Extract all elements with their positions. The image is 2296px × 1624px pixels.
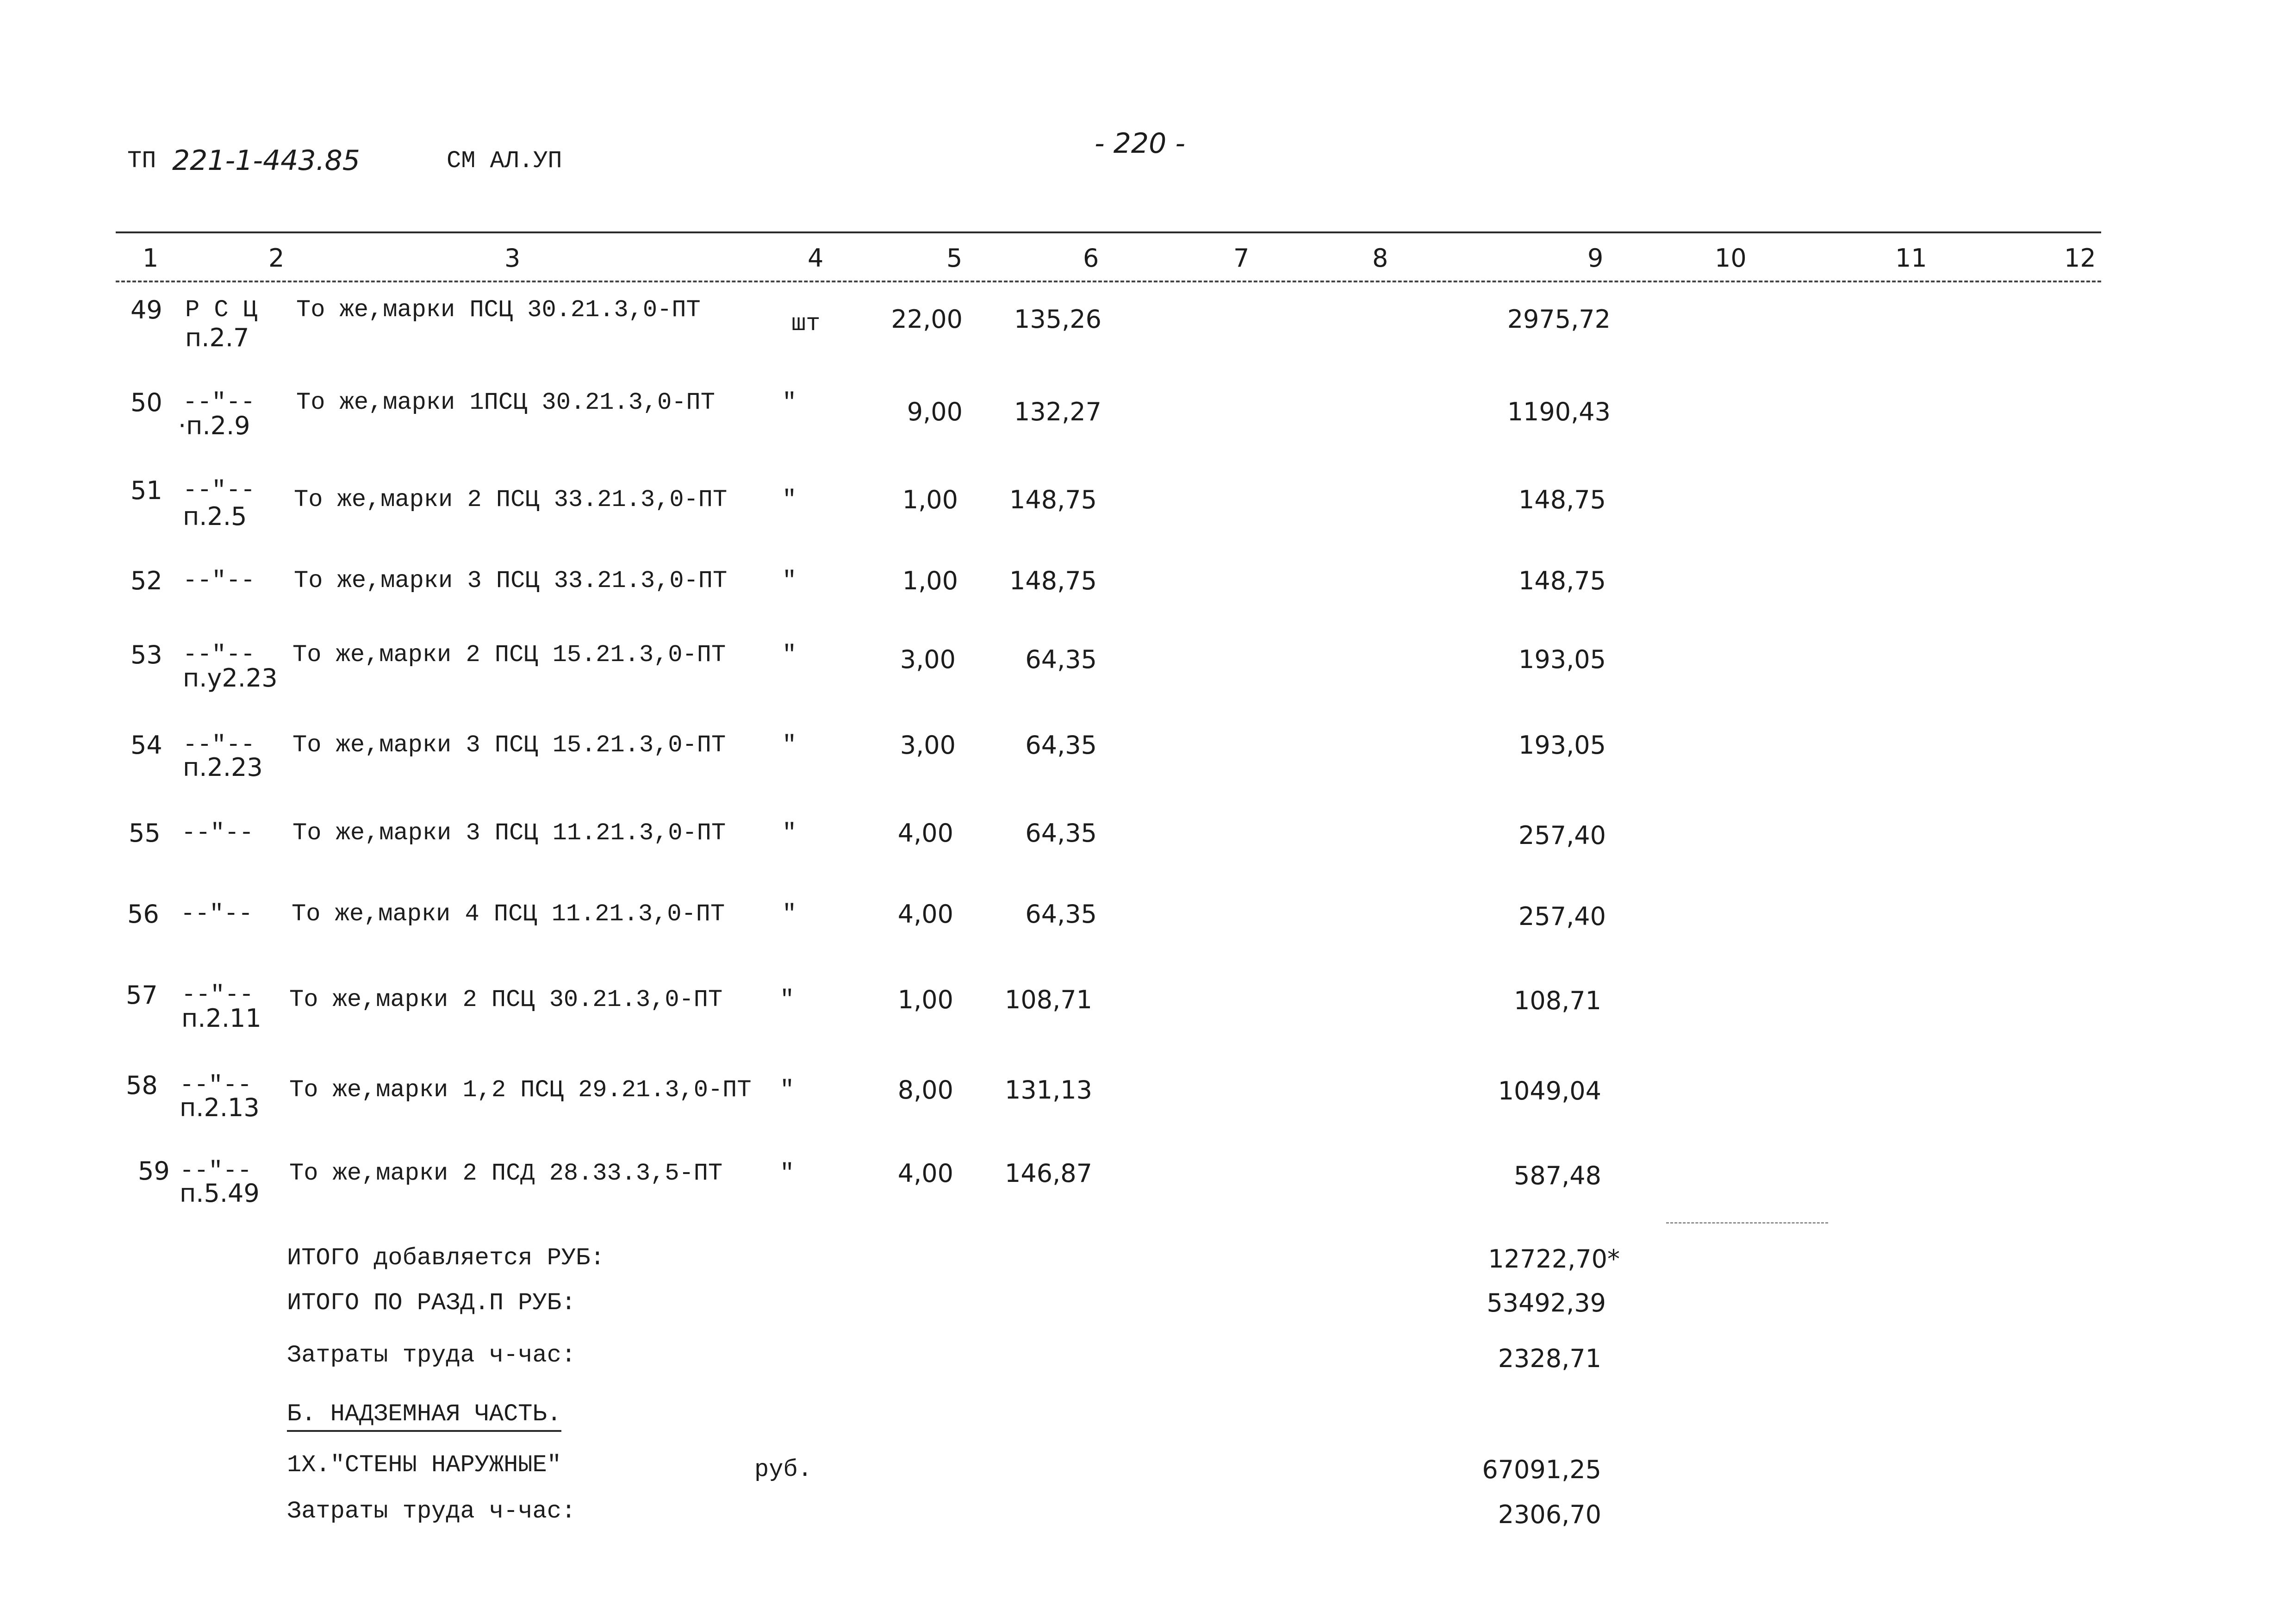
row-unit-price: 64,35 bbox=[1025, 645, 1097, 674]
part-b-labor-value: 2306,70 bbox=[1498, 1500, 1601, 1529]
row-number: 50 bbox=[131, 388, 162, 417]
row-description: То же,марки ПСЦ 30.21.3,0-ПТ bbox=[296, 296, 701, 324]
row-total: 148,75 bbox=[1518, 485, 1606, 514]
total-section-label: ИТОГО ПО РАЗД.П РУБ: bbox=[287, 1289, 576, 1317]
row-ref-clause: ·п.2.9 bbox=[178, 411, 250, 440]
row-unit: " bbox=[782, 389, 797, 416]
row-number: 54 bbox=[131, 731, 162, 760]
column-number: 1 bbox=[143, 244, 159, 273]
row-quantity: 1,00 bbox=[902, 566, 958, 595]
row-unit-price: 64,35 bbox=[1025, 818, 1097, 848]
row-ref: --"-- bbox=[183, 641, 255, 668]
row-unit: " bbox=[780, 986, 795, 1013]
row-ref-clause: п.5.49 bbox=[180, 1179, 260, 1208]
row-number: 58 bbox=[126, 1071, 158, 1100]
doc-code-suffix: СМ АЛ.УП bbox=[447, 147, 562, 175]
row-total: 1049,04 bbox=[1498, 1076, 1601, 1106]
row-ref: --"-- bbox=[180, 1157, 252, 1185]
page-number: - 220 - bbox=[1095, 127, 1185, 160]
row-quantity: 9,00 bbox=[907, 397, 963, 426]
part-b-item-value: 67091,25 bbox=[1482, 1455, 1601, 1484]
column-number: 2 bbox=[268, 244, 285, 273]
row-unit-price: 135,26 bbox=[1014, 305, 1101, 334]
row-description: То же,марки 2 ПСЦ 30.21.3,0-ПТ bbox=[289, 986, 723, 1013]
row-number: 59 bbox=[138, 1156, 170, 1186]
row-ref: --"-- bbox=[181, 981, 254, 1009]
row-quantity: 8,00 bbox=[897, 1075, 953, 1105]
row-number: 53 bbox=[131, 640, 162, 669]
column-number: 8 bbox=[1372, 244, 1388, 273]
row-quantity: 4,00 bbox=[897, 899, 953, 929]
row-unit-price: 148,75 bbox=[1009, 485, 1097, 514]
row-total: 587,48 bbox=[1514, 1161, 1601, 1190]
row-ref-clause: п.2.11 bbox=[181, 1004, 261, 1033]
row-ref-clause: п.у2.23 bbox=[183, 663, 278, 693]
row-description: То же,марки 3 ПСЦ 15.21.3,0-ПТ bbox=[292, 731, 726, 759]
row-unit-price: 131,13 bbox=[1005, 1075, 1092, 1105]
row-description: То же,марки 1,2 ПСЦ 29.21.3,0-ПТ bbox=[289, 1076, 752, 1104]
total-added-value: 12722,70* bbox=[1488, 1244, 1620, 1274]
column-number: 10 bbox=[1715, 244, 1747, 273]
row-unit: " bbox=[782, 819, 797, 847]
row-ref: --"-- bbox=[181, 819, 254, 847]
row-quantity: 3,00 bbox=[900, 731, 956, 760]
table-row bbox=[0, 1157, 2296, 1241]
table-row bbox=[0, 567, 2296, 650]
column-number: 4 bbox=[808, 244, 824, 273]
table-row bbox=[0, 477, 2296, 560]
row-total: 257,40 bbox=[1518, 902, 1606, 931]
row-ref-clause: п.2.13 bbox=[180, 1093, 260, 1122]
row-description: То же,марки 1ПСЦ 30.21.3,0-ПТ bbox=[296, 389, 715, 416]
row-total: 257,40 bbox=[1518, 821, 1606, 850]
part-b-labor-label: Затраты труда ч-час: bbox=[287, 1498, 576, 1525]
row-ref: --"-- bbox=[180, 1072, 252, 1099]
row-total: 2975,72 bbox=[1507, 305, 1611, 334]
row-ref: --"-- bbox=[180, 900, 253, 928]
table-row bbox=[0, 819, 2296, 903]
part-b-item-unit: руб. bbox=[754, 1456, 812, 1483]
column-number: 3 bbox=[504, 244, 521, 273]
header-rule-bottom bbox=[116, 281, 2101, 282]
row-quantity: 1,00 bbox=[897, 985, 953, 1014]
total-section-value: 53492,39 bbox=[1487, 1288, 1606, 1318]
row-quantity: 22,00 bbox=[891, 305, 963, 334]
table-row bbox=[0, 900, 2296, 984]
column-number: 7 bbox=[1233, 244, 1250, 273]
row-description: То же,марки 3 ПСЦ 11.21.3,0-ПТ bbox=[292, 819, 726, 847]
table-row bbox=[0, 731, 2296, 815]
row-ref: --"-- bbox=[183, 567, 255, 594]
row-unit: " bbox=[780, 1160, 795, 1187]
row-ref: --"-- bbox=[183, 477, 255, 504]
row-ref-clause: п.2.23 bbox=[183, 753, 263, 782]
row-unit: шт bbox=[791, 310, 821, 337]
row-number: 51 bbox=[131, 476, 162, 505]
row-quantity: 3,00 bbox=[900, 645, 956, 674]
row-total: 193,05 bbox=[1518, 731, 1606, 760]
row-unit-price: 64,35 bbox=[1025, 899, 1097, 929]
column-number: 11 bbox=[1895, 244, 1927, 273]
row-unit-price: 146,87 bbox=[1005, 1159, 1092, 1188]
row-unit-price: 108,71 bbox=[1005, 985, 1092, 1014]
row-description: То же,марки 4 ПСЦ 11.21.3,0-ПТ bbox=[292, 900, 725, 928]
table-row bbox=[0, 389, 2296, 472]
totals-separator bbox=[1666, 1222, 1828, 1224]
row-description: То же,марки 2 ПСЦ 15.21.3,0-ПТ bbox=[292, 641, 726, 668]
column-number: 6 bbox=[1083, 244, 1099, 273]
column-number: 9 bbox=[1587, 244, 1604, 273]
row-total: 193,05 bbox=[1518, 645, 1606, 674]
row-description: То же,марки 2 ПСД 28.33.3,5-ПТ bbox=[289, 1160, 723, 1187]
row-ref-clause: п.2.7 bbox=[185, 323, 249, 352]
part-b-item-label: 1Х."СТЕНЫ НАРУЖНЫЕ" bbox=[287, 1451, 561, 1479]
row-quantity: 4,00 bbox=[897, 818, 953, 848]
row-description: То же,марки 2 ПСЦ 33.21.3,0-ПТ bbox=[294, 486, 728, 513]
labor-cost-value: 2328,71 bbox=[1498, 1344, 1601, 1373]
total-added-label: ИТОГО добавляется РУБ: bbox=[287, 1244, 605, 1272]
row-description: То же,марки 3 ПСЦ 33.21.3,0-ПТ bbox=[294, 567, 728, 594]
row-quantity: 4,00 bbox=[897, 1159, 953, 1188]
row-total: 148,75 bbox=[1518, 566, 1606, 595]
row-unit-price: 148,75 bbox=[1009, 566, 1097, 595]
table-row bbox=[0, 641, 2296, 725]
section-heading: Б. НАДЗЕМНАЯ ЧАСТЬ. bbox=[287, 1400, 561, 1432]
row-unit: " bbox=[782, 567, 797, 594]
row-quantity: 1,00 bbox=[902, 485, 958, 514]
row-unit-price: 132,27 bbox=[1014, 397, 1101, 426]
row-ref: --"-- bbox=[183, 731, 255, 759]
doc-code-number: 221-1-443.85 bbox=[172, 144, 360, 177]
table-row bbox=[0, 981, 2296, 1065]
table-row bbox=[0, 296, 2296, 380]
row-number: 55 bbox=[129, 818, 161, 848]
row-number: 56 bbox=[127, 899, 159, 929]
row-unit: " bbox=[782, 486, 797, 513]
row-unit: " bbox=[780, 1076, 795, 1104]
row-unit: " bbox=[782, 900, 797, 928]
table-row bbox=[0, 1072, 2296, 1155]
row-unit-price: 64,35 bbox=[1025, 731, 1097, 760]
row-ref-clause: п.2.5 bbox=[183, 502, 247, 531]
row-unit: " bbox=[782, 731, 797, 759]
row-number: 49 bbox=[131, 295, 162, 325]
column-number: 12 bbox=[2064, 244, 2096, 273]
row-unit: " bbox=[782, 641, 797, 668]
row-ref: --"-- bbox=[183, 389, 255, 416]
header-rule-top bbox=[116, 231, 2101, 233]
row-number: 57 bbox=[126, 981, 158, 1010]
row-total: 1190,43 bbox=[1507, 397, 1611, 426]
row-number: 52 bbox=[131, 566, 162, 595]
labor-cost-label: Затраты труда ч-час: bbox=[287, 1342, 576, 1369]
column-number: 5 bbox=[946, 244, 963, 273]
doc-code-prefix: ТП bbox=[127, 147, 156, 175]
row-ref: Р С Ц bbox=[185, 296, 258, 324]
row-total: 108,71 bbox=[1514, 986, 1601, 1015]
